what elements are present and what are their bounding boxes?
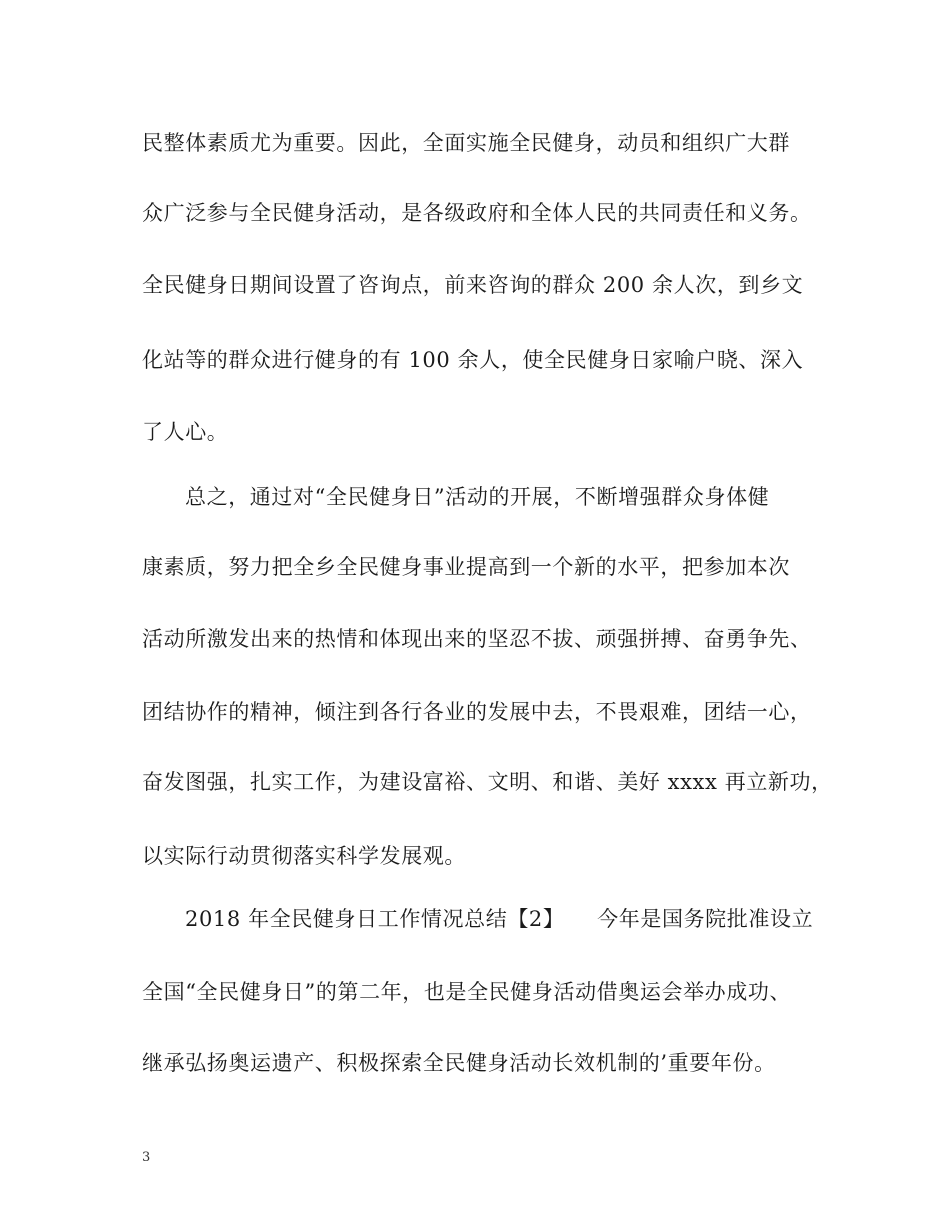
text-line: 化站等的群众进行健身的有 100 余人，使全民健身日家喻户晓、深入: [142, 348, 804, 372]
text-line: 全民健身日期间设置了咨询点，前来咨询的群众 200 余人次，到乡文: [142, 273, 804, 297]
page-number: 3: [142, 1150, 151, 1165]
text-line: 奋发图强，扎实工作，为建设富裕、文明、和谐、美好 xxxx 再立新功，: [142, 770, 833, 794]
text-line: 团结协作的精神，倾注到各行各业的发展中去，不畏艰难，团结一心，: [142, 700, 812, 724]
text-line: 继承弘扬奥运遗产、积极探索全民健身活动长效机制的’重要年份。: [142, 1051, 776, 1075]
text-line: 众广泛参与全民健身活动，是各级政府和全体人民的共同责任和义务。: [142, 201, 812, 225]
text-line: 活动所激发出来的热情和体现出来的坚忍不拔、顽强拼搏、奋勇争先、: [142, 627, 812, 651]
section-heading-line: 2018 年全民健身日工作情况总结【2】 今年是国务院批准设立: [185, 907, 814, 931]
paragraph-first-line: 总之，通过对“全民健身日”活动的开展，不断增强群众身体健: [185, 485, 770, 509]
text-line: 全国“全民健身日”的第二年，也是全民健身活动借奥运会举办成功、: [142, 980, 792, 1004]
text-line: 民整体素质尤为重要。因此，全面实施全民健身，动员和组织广大群: [142, 131, 790, 155]
text-line: 康素质，努力把全乡全民健身事业提高到一个新的水平，把参加本次: [142, 555, 790, 579]
text-line: 以实际行动贯彻落实科学发展观。: [142, 844, 466, 868]
text-line: 了人心。: [142, 420, 229, 444]
